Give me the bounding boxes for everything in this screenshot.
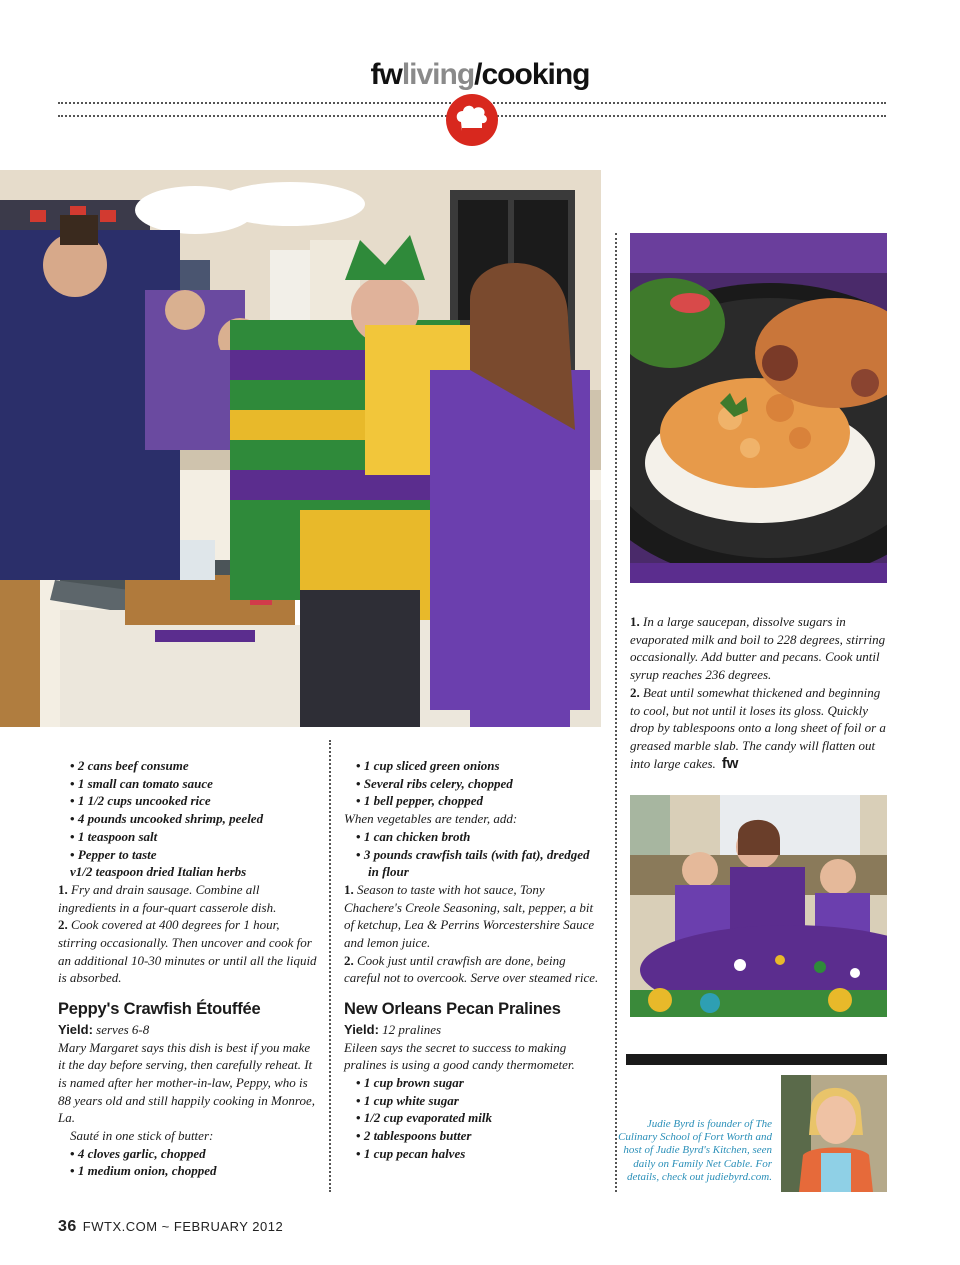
ingredient-list-crawfish — [344, 828, 600, 881]
ingredient-item: • 1 medium onion, chopped — [58, 1162, 320, 1180]
step-text: Beat until somewhat thickened and beginning to cool, but not until it loses its gloss. Quickly drop by tablespoons onto a long sheet of foil or a greased marble slab. The candy will flatten out into large cakes. — [630, 684, 886, 771]
recipe-intro-pralines: Eileen says the secret to success to making pralines is using a good candy thermometer. — [344, 1039, 575, 1073]
author-bio: Judie Byrd is founder of The Culinary School of Fort Worth and host of Judie Byrd's Kitchen, seen daily on Family Net Cable. For details, check out judiebyrd.com. — [618, 1118, 772, 1183]
yield-value: serves 6-8 — [96, 1021, 150, 1037]
section-title-cooking: /cooking — [474, 58, 590, 91]
step-text: Season to taste with hot sauce, Tony Chachere's Creole Seasoning, salt, pepper, a bit of ketchup, Lea & Perrins Worcestershire Sauce and lemon juice. — [344, 881, 595, 951]
saute-instruction: Sauté in one stick of butter: — [70, 1128, 214, 1144]
folio-text: FWTX.COM ~ FEBRUARY 2012 — [82, 1219, 284, 1234]
ingredient-item: • Pepper to taste — [58, 846, 320, 864]
ingredient-item: • 1 cup sliced green onions — [344, 757, 600, 775]
step-2 — [58, 916, 320, 987]
section-title — [0, 58, 960, 92]
step-text: Cook covered at 400 degrees for 1 hour, stirring occasionally. Then uncover and cook for an additional 10-30 minutes or until all the liquid is absorbed. — [58, 917, 317, 986]
ingredient-item: • 1 bell pepper, chopped — [344, 792, 600, 810]
ingredient-item: • 3 pounds crawfish tails (with fat), dredged in flour — [344, 846, 600, 881]
step-text: Fry and drain sausage. Combine all ingredients in a four-quart casserole dish. — [58, 881, 277, 915]
family-craft-table-photo — [630, 795, 887, 1017]
step-number: 1. — [344, 881, 354, 897]
yield-pralines — [344, 1021, 600, 1039]
ingredient-list-saute — [58, 1145, 320, 1180]
step-number: 2. — [344, 952, 354, 968]
ingredient-item: • 1 cup pecan halves — [344, 1145, 600, 1163]
ingredient-list-casserole — [58, 757, 320, 863]
chef-hat-icon — [446, 94, 498, 146]
yield-label: Yield: — [344, 1021, 379, 1037]
ingredient-list-pralines — [344, 1074, 600, 1163]
ingredient-item: • 1 cup brown sugar — [344, 1074, 600, 1092]
recipe-title-etouffee: Peppy's Crawfish Étouffée — [58, 1000, 261, 1019]
ingredient-item: • 1 cup white sugar — [344, 1092, 600, 1110]
ingredient-item-herbs: v1/2 teaspoon dried Italian herbs — [70, 864, 247, 880]
when-tender-instruction: When vegetables are tender, add: — [344, 811, 518, 827]
step-1 — [344, 881, 600, 952]
ingredient-item: • 1/2 cup evaporated milk — [344, 1109, 600, 1127]
ingredient-list-vegetables — [344, 757, 600, 810]
step-number: 2. — [630, 684, 640, 700]
ingredient-item: • 1 1/2 cups uncooked rice — [58, 792, 320, 810]
yield-etouffee — [58, 1021, 320, 1039]
step-2 — [630, 684, 887, 773]
column-divider — [329, 740, 331, 1192]
recipe-intro-etouffee: Mary Margaret says this dish is best if you make it the day before serving, then carefully reheat. It is named after her mother-in-law, Peppy, who is 88 years old and still happily cooking in Monroe, La. — [58, 1039, 315, 1126]
right-recipe-column — [630, 613, 887, 772]
ingredient-item: • 2 tablespoons butter — [344, 1127, 600, 1145]
step-number: 1. — [58, 881, 68, 897]
end-mark: fw — [721, 754, 739, 772]
step-number: 1. — [630, 614, 640, 629]
step-number: 2. — [58, 917, 68, 933]
middle-recipe-column — [344, 757, 600, 1162]
section-title-living: living — [401, 58, 475, 91]
yield-label: Yield: — [58, 1021, 93, 1037]
page-folio — [58, 1218, 283, 1236]
yield-value: 12 pralines — [382, 1021, 442, 1037]
ingredient-item: • Several ribs celery, chopped — [344, 775, 600, 793]
step-2 — [344, 952, 600, 987]
recipe-title-pralines: New Orleans Pecan Pralines — [344, 1000, 561, 1019]
author-headshot-photo — [781, 1075, 887, 1192]
column-divider — [615, 233, 617, 1192]
page-number: 36 — [58, 1218, 77, 1235]
ingredient-item: • 1 small can tomato sauce — [58, 775, 320, 793]
ingredient-item: • 4 pounds uncooked shrimp, peeled — [58, 810, 320, 828]
left-recipe-column — [58, 757, 320, 1180]
step-text: In a large saucepan, dissolve sugars in evaporated milk and boil to 228 degrees, stirring occasionally. Add butter and pecans. Cook until syrup reaches 236 degrees. — [630, 614, 886, 683]
sidebar-divider-bar — [626, 1054, 887, 1065]
section-title-fw: fw — [370, 58, 402, 91]
step-text: Cook just until crawfish are done, being careful not to overcook. Serve over steamed rice. — [344, 952, 599, 986]
ingredient-item: • 4 cloves garlic, chopped — [58, 1145, 320, 1163]
step-1 — [630, 613, 887, 684]
etouffee-plate-photo — [630, 233, 887, 583]
kitchen-party-photo — [0, 170, 601, 727]
step-1 — [58, 881, 320, 916]
ingredient-item: • 1 teaspoon salt — [58, 828, 320, 846]
ingredient-item: • 2 cans beef consume — [58, 757, 320, 775]
ingredient-item: • 1 can chicken broth — [344, 828, 600, 846]
